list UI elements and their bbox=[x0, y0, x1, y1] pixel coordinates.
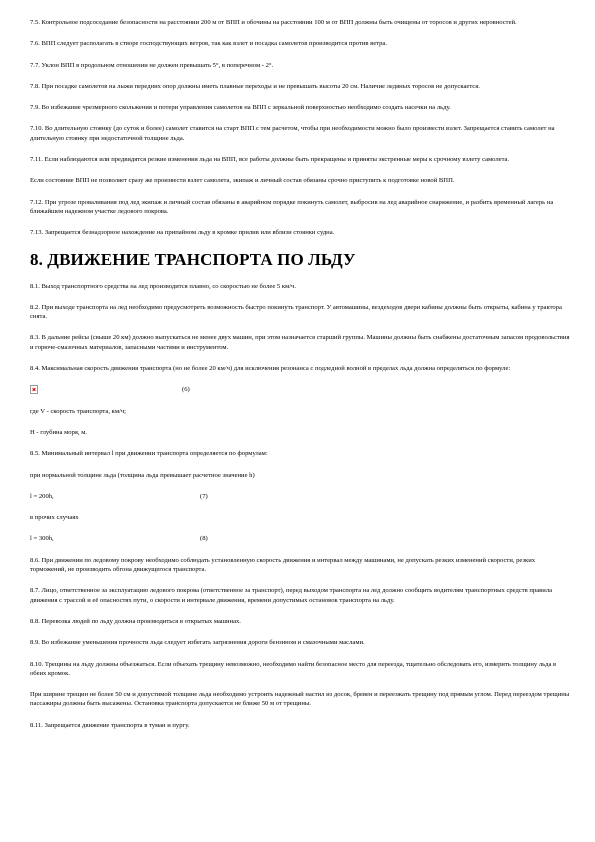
paragraph-7-5: 7.5. Контрольное подсоседание безопасности на расстоянии 200 м от ВПП и обочины на расстоянии 100 м от ВПП должны быть очищены от торосов и других неровностей. bbox=[30, 19, 517, 26]
paragraph-8-3: 8.3. В дальние рейсы (свыше 20 км) должно выпускаться не менее двух машин, при этом назначается старший группы. Машины должны быть снабжены достаточным запасом продовольствия и горюче-смазочных материалов, запасными частями и инструментом. bbox=[30, 334, 570, 351]
paragraph-8-1: 8.1. Выход транспортного средства на лед производится плавно, со скоростью не более 5 км/ч. bbox=[30, 282, 297, 290]
paragraph-7-10: 7.10. Во длительную стоянку (до суток и более) самолет ставится на старт ВПП с тем расчетом, чтобы при необходимости можно было произвести взлет. Запрещается ставить самолет на длительную стоянку при недостаточной толщине льда. bbox=[30, 125, 555, 142]
paragraph-8-2: 8.2. При выходе транспорта на лед необходимо предусмотреть возможность быстро покинуть транспорт. У автомашины, вездеходов двери кабины должны быть открыты, кабина у трактора снята. bbox=[30, 303, 562, 321]
formula-6-row bbox=[30, 385, 570, 394]
where-v: где V - скорость транспорта, км/ч; bbox=[30, 407, 126, 415]
broken-image-icon bbox=[30, 385, 38, 394]
paragraph-7-9: 7.9. Во избежание чрезмерного скольжения и потери управления самолетов на ВПП с зеркальной поверхностью необходимо создать насечки на льду. bbox=[30, 104, 451, 112]
equation-8-number: (8) bbox=[200, 535, 208, 543]
paragraph-7-13: 7.13. Запрещается безнадзорное нахождение на припайном льду в кромке прилив или вблизи стоянки судна. bbox=[30, 229, 335, 237]
h-depth: Н - глубина моря, м. bbox=[30, 428, 88, 436]
paragraph-8-9: 8.9. Во избежание уменьшения прочности льда следует избегать загрязнения дороги бензином и смазочными маслами. bbox=[30, 639, 365, 647]
paragraph-7-7: 7.7. Уклон ВПП в продольном отношении не должен превышать 5°, в поперечном - 2°. bbox=[30, 61, 274, 69]
paragraph-8-8: 8.8. Перевозка людей по льду должна производиться в открытых машинах. bbox=[30, 617, 241, 625]
paragraph-8-11: 8.11. Запрещается движение транспорта в туман и пургу. bbox=[30, 721, 190, 729]
paragraph-7-6: 7.6. ВПП следует располагать в створе господствующих ветров, так как взлет и посадка самолетов производится против ветра. bbox=[30, 40, 387, 48]
paragraph-8-5: 8.5. Минимальный интервал l при движении транспорта определяется по формулам: bbox=[30, 450, 268, 458]
paragraph-8-6: 8.6. При движении по ледовому покрову необходимо соблюдать установленную скорость движения и интервал между машинами, не допускать резких изменений скорости, резких торможений, не производить обгона движущегося транспорта. bbox=[30, 556, 536, 574]
equation-8-expr: l = 300h, bbox=[30, 535, 54, 543]
normal-thickness: при нормальной толщине льда (толщина льда превышает расчетное значение h) bbox=[30, 471, 255, 479]
paragraph-8-4: 8.4. Максимальная скорость движения транспорта (но не более 20 км/ч) для исключения резонанса с подледной волной в пределах льда должна определяться по формуле: bbox=[30, 365, 511, 373]
paragraph-7-11: 7.11. Если наблюдаются или предвидятся резкие изменения льда на ВПП, все работы должны быть прекращены и приняты экстренные меры к срочному взлету самолета. bbox=[30, 156, 510, 164]
equation-8 bbox=[30, 534, 570, 543]
paragraph-7-8: 7.8. При посадке самолетов на лыжи передних опор должны иметь плавные переходы и не превышать высоты 20 см. Наличие ледяных торосов не допускается. bbox=[30, 82, 480, 90]
paragraph-7-12: 7.12. При угрозе проваливания под лед экипаж и личный состав обязаны в аварийном порядке покинуть самолет, выбросив на лед аварийное снаряжение, и разбить временный лагерь на ближайшем надежном участке ледового покрова. bbox=[30, 198, 554, 215]
other-cases: в прочих случаях bbox=[30, 514, 79, 522]
formula-6-number: (6) bbox=[182, 386, 190, 394]
paragraph-8-10-cont: При ширине трещин не более 50 см и допустимой толщине льда необходимо устроить надежный настил из досок, бревен и переезжать трещину под прямым углом. Перед переездом трещины пассажиры должны быть высажены. Остановка транспорта допускается не ближе 50 м от трещины. bbox=[30, 691, 570, 708]
equation-7-expr: l = 200h, bbox=[30, 492, 54, 500]
paragraph-8-7: 8.7. Лицо, ответственное за эксплуатацию ледового покрова (ответственное за транспорт), перед выходом транспорта на лед должно сообщить водителям транспортных средств правила движения с трассой и её опасностях пути, о скорости и интервале движения, времени допустимых остановок транспорта на льду. bbox=[30, 587, 553, 604]
paragraph-8-10: 8.10. Трещины на льду должны объезжаться. Если объехать трещину невозможно, необходимо найти безопасное место для переезда, тщательно обследовать его, измерить толщину льда в обеих кромок. bbox=[30, 660, 557, 677]
section-title: 8. ДВИЖЕНИЕ ТРАНСПОРТА ПО ЛЬДУ bbox=[30, 249, 356, 269]
equation-7-number: (7) bbox=[200, 492, 208, 500]
paragraph-7-11-cont: Если состояние ВПП не позволяет сразу же произвести взлет самолета, экипаж и личный состав обязаны срочно приступить к подготовке новой ВПП. bbox=[30, 177, 455, 185]
equation-7 bbox=[30, 492, 570, 501]
document-page bbox=[30, 18, 570, 742]
